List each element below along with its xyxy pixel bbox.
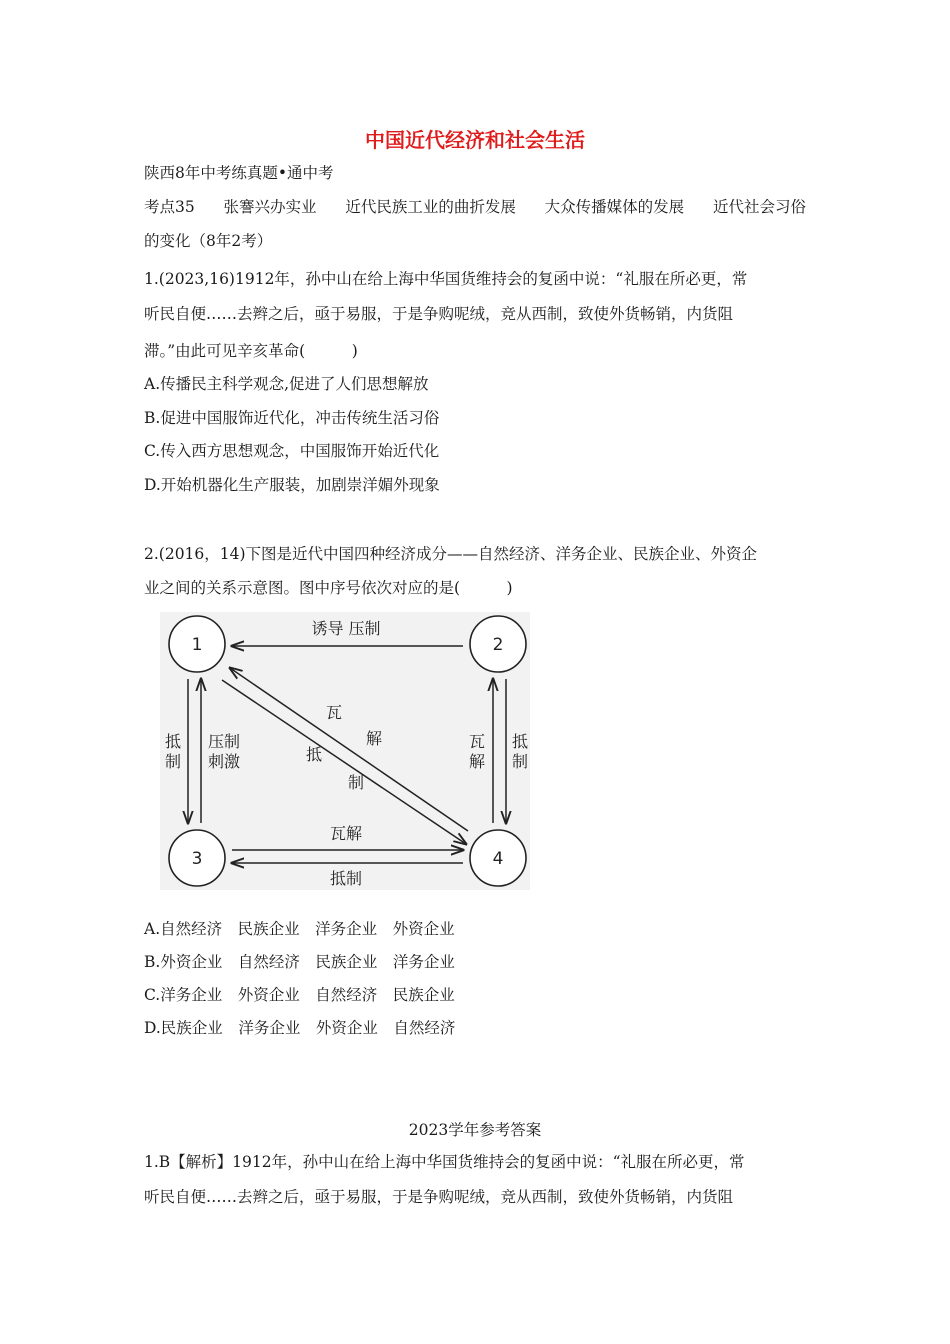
- q2-stem-line: 业之间的关系示意图。图中序号依次对应的是( ): [144, 579, 513, 597]
- svg-text:1: 1: [191, 635, 203, 655]
- economy-relationship-diagram: [160, 612, 530, 890]
- q1-option-c: C.传入西方思想观念，中国服饰开始近代化: [144, 442, 440, 460]
- right-inner-label: 瓦: [468, 732, 486, 751]
- topic-number: 考点35: [144, 198, 195, 216]
- answer-line: 1.B【解析】1912年，孙中山在给上海中华国货维持会的复函中说：“礼服在所必更，常: [144, 1153, 745, 1171]
- topic-item: 近代社会习俗: [712, 198, 806, 216]
- q1-option-a: A.传播民主科学观念,促进了人们思想解放: [144, 375, 429, 393]
- node-3: [169, 830, 225, 886]
- topic-item: 近代民族工业的曲折发展: [345, 198, 516, 216]
- topic-item: 大众传播媒体的发展: [544, 198, 685, 216]
- answer-line: 听民自便……去辫之后，亟于易服，于是争购呢绒，竞从西制，致使外货畅销，内货阻: [144, 1188, 734, 1206]
- answer-heading: 2023学年参考答案: [408, 1121, 542, 1139]
- left-outer-label: 抵: [164, 732, 182, 751]
- diagonal-lower-label: 制: [347, 773, 365, 792]
- q1-stem-line: 听民自便……去辫之后，亟于易服，于是争购呢绒，竞从西制，致使外货畅销，内货阻: [144, 305, 734, 323]
- page-title: 中国近代经济和社会生活: [365, 128, 585, 152]
- q1-option-b: B.促进中国服饰近代化，冲击传统生活习俗: [144, 409, 440, 427]
- topic-line: [144, 197, 806, 217]
- bottom-bottom-label: 抵制: [329, 869, 363, 888]
- right-inner-label: 解: [468, 752, 486, 771]
- left-outer-label: 制: [164, 752, 182, 771]
- node-4: [470, 830, 526, 886]
- svg-text:3: 3: [191, 849, 203, 869]
- left-inner-label: 刺激: [207, 752, 241, 771]
- q1-stem-line: 滞。”由此可见辛亥革命( ): [144, 342, 358, 360]
- q2-option-c: C.洋务企业 外资企业 自然经济 民族企业: [144, 986, 455, 1004]
- diagonal-upper-label: 瓦: [325, 703, 343, 722]
- q1-stem-line: 1.(2023,16)1912年，孙中山在给上海中华国货维持会的复函中说：“礼服在所必更，常: [144, 270, 748, 288]
- right-outer-label: 制: [511, 752, 529, 771]
- topic-line-2: 的变化（8年2考）: [144, 232, 273, 250]
- top-arrow-label: 诱导 压制: [311, 619, 381, 638]
- svg-text:4: 4: [492, 849, 504, 869]
- right-outer-label: 抵: [511, 732, 529, 751]
- node-1: [169, 616, 225, 672]
- bottom-top-label: 瓦解: [329, 824, 363, 843]
- q2-stem-line: 2.(2016，14)下图是近代中国四种经济成分——自然经济、洋务企业、民族企业、外资企: [144, 545, 758, 563]
- q2-option-a: A.自然经济 民族企业 洋务企业 外资企业: [144, 920, 455, 938]
- q2-option-d: D.民族企业 洋务企业 外资企业 自然经济: [144, 1019, 456, 1037]
- q2-option-b: B.外资企业 自然经济 民族企业 洋务企业: [144, 953, 455, 971]
- node-2: [470, 616, 526, 672]
- subtitle: 陕西8年中考练真题•通中考: [144, 164, 334, 182]
- svg-text:2: 2: [492, 635, 504, 655]
- diagonal-upper-label: 解: [365, 729, 383, 748]
- diagonal-lower-label: 抵: [305, 745, 323, 764]
- left-inner-label: 压制: [207, 732, 241, 751]
- q1-option-d: D.开始机器化生产服装，加剧崇洋媚外现象: [144, 476, 440, 494]
- topic-item: 张謇兴办实业: [223, 198, 317, 216]
